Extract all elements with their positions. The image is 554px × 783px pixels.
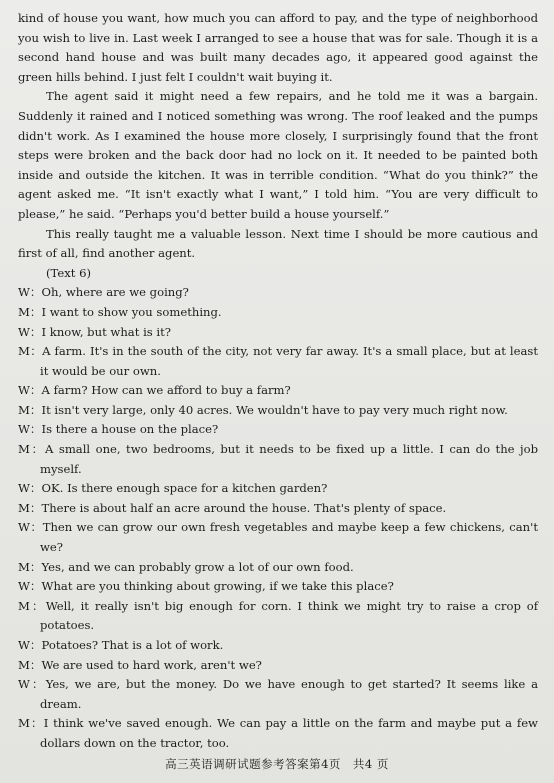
dialogue-text: A farm. It's in the south of the city, not very far away. It's a small place, but at least it would be our own.	[40, 344, 538, 378]
dialogue-line	[18, 636, 538, 656]
paragraph-1: kind of house you want, how much you can afford to pay, and the type of neighborhood you wish to live in. Last week I arranged to see a house that was for sale. Though it is a second hand house and was built many decades ago, it appeared good against the green hills behind. I just felt I couldn't wait buying it.	[18, 11, 538, 84]
speaker-separator: ：	[29, 598, 46, 613]
dialogue-line	[18, 656, 538, 676]
dialogue-line	[18, 499, 538, 519]
speaker-separator: ：	[29, 657, 42, 672]
dialogue-line	[18, 283, 538, 303]
dialogue-text: Is there a house on the place?	[41, 422, 219, 437]
speaker-label: M	[18, 716, 30, 731]
dialogue-text: It isn't very large, only 40 acres. We wouldn't have to pay very much right now.	[41, 402, 508, 417]
dialogue-text: A small one, two bedrooms, but it needs to be fixed up a little. I can do the job myself.	[40, 442, 538, 476]
speaker-label: W	[18, 520, 30, 535]
speaker-label: M	[18, 344, 30, 359]
dialogue-line	[18, 401, 538, 421]
dialogue-line	[18, 323, 538, 343]
dialogue-line	[18, 518, 538, 557]
speaker-separator: ：	[29, 677, 46, 692]
speaker-label: W	[18, 579, 30, 594]
dialogue-text: Then we can grow our own fresh vegetables and maybe keep a few chickens, can't we?	[40, 520, 538, 555]
dialogue-line	[18, 577, 538, 597]
dialogue	[18, 283, 538, 753]
speaker-label: M	[18, 500, 30, 515]
dialogue-text: What are you thinking about growing, if we take this place?	[41, 579, 394, 594]
speaker-label: W	[18, 324, 30, 339]
dialogue-text: A farm? How can we afford to buy a farm?	[41, 383, 291, 398]
speaker-separator: ：	[29, 304, 42, 319]
speaker-separator: ：	[29, 442, 46, 457]
dialogue-line	[18, 597, 538, 636]
dialogue-text: We are used to hard work, aren't we?	[41, 657, 262, 672]
dialogue-line	[18, 675, 538, 714]
dialogue-text: Oh, where are we going?	[41, 285, 189, 300]
dialogue-text: Yes, we are, but the money. Do we have enough to get started? It seems like a dream.	[40, 677, 538, 711]
speaker-label: W	[18, 638, 30, 652]
dialogue-text: I think we've saved enough. We can pay a little on the farm and maybe put a few dollars down on the tractor, too.	[40, 716, 538, 750]
speaker-label: M	[18, 598, 30, 613]
speaker-separator: ：	[29, 716, 44, 731]
dialogue-text: Potatoes? That is a lot of work.	[41, 638, 224, 652]
speaker-label: W	[18, 422, 30, 437]
speaker-label: M	[18, 304, 30, 319]
speaker-separator: ：	[29, 579, 42, 594]
speaker-label: M	[18, 442, 30, 457]
speaker-separator: ：	[29, 520, 43, 535]
speaker-label: M	[18, 657, 30, 672]
speaker-label: W	[18, 285, 30, 300]
dialogue-line	[18, 479, 538, 499]
dialogue-line	[18, 714, 538, 753]
dialogue-line	[18, 420, 538, 440]
speaker-separator: ：	[29, 383, 42, 398]
dialogue-text: There is about half an acre around the house. That's plenty of space.	[41, 500, 447, 515]
speaker-separator: ：	[29, 324, 42, 339]
speaker-label: W	[18, 677, 30, 692]
paragraph-3: This really taught me a valuable lesson. Next time I should be more cautious and first of all, find another agent.	[18, 226, 538, 261]
dialogue-text: Well, it really isn't big enough for corn. I think we might try to raise a crop of potatoes.	[40, 598, 538, 633]
speaker-separator: ：	[29, 481, 42, 496]
speaker-label: W	[18, 383, 30, 398]
dialogue-line	[18, 440, 538, 479]
speaker-separator: ：	[29, 638, 42, 652]
paragraph-2: The agent said it might need a few repairs, and he told me it was a bargain. Suddenly it rained and I noticed something was wrong. The roof leaked and the pumps didn't work. As I examined the house more closely, I surprisingly found that the front steps were broken and the back door had no lock on it. It needed to be painted both inside and outside the kitchen. It was in terrible condition. “What do you think?” the agent asked me. “It isn't exactly what I want,” I told him. “You are very difficult to please,” he said. “Perhaps you'd better build a house yourself.”	[18, 89, 538, 221]
dialogue-line	[18, 381, 538, 401]
speaker-separator: ：	[29, 559, 42, 574]
speaker-label: W	[18, 481, 30, 496]
page-footer: 高三英语调研试题参考答案第4页 共4 页	[165, 757, 389, 772]
speaker-label: M	[18, 402, 30, 417]
speaker-separator: ：	[29, 285, 42, 300]
text-6-label: (Text 6)	[46, 265, 91, 280]
dialogue-line	[18, 342, 538, 381]
dialogue-text: Yes, and we can probably grow a lot of our own food.	[41, 559, 354, 574]
dialogue-text: OK. Is there enough space for a kitchen garden?	[41, 481, 328, 496]
speaker-separator: ：	[29, 422, 42, 437]
dialogue-line	[18, 558, 538, 578]
dialogue-text: I want to show you something.	[41, 304, 222, 319]
speaker-label: M	[18, 559, 30, 574]
speaker-separator: ：	[29, 402, 42, 417]
dialogue-text: I know, but what is it?	[41, 324, 171, 339]
dialogue-line	[18, 303, 538, 323]
speaker-separator: ：	[29, 500, 42, 515]
speaker-separator: ：	[29, 344, 43, 359]
